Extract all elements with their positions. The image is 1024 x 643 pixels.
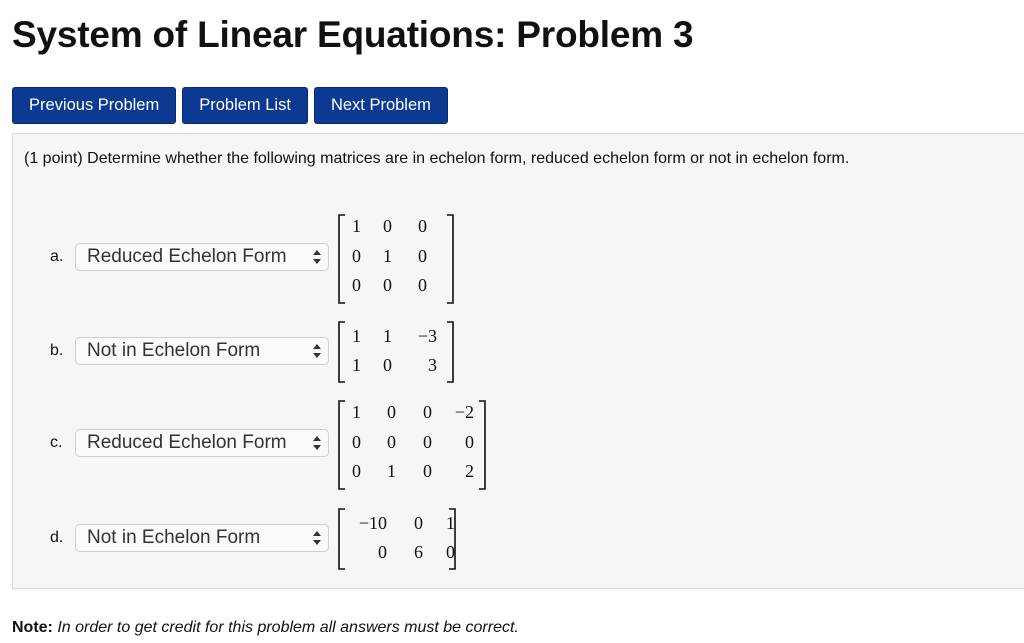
left-bracket bbox=[339, 509, 345, 569]
matrix-c bbox=[335, 400, 495, 490]
select-value: Reduced Echelon Form bbox=[87, 432, 287, 453]
matrix-entry: 1 bbox=[387, 461, 396, 481]
matrix-entry: 1 bbox=[383, 326, 392, 346]
credit-note bbox=[12, 619, 519, 637]
matrix-a bbox=[335, 214, 465, 304]
matrix-entry: 0 bbox=[418, 216, 427, 236]
matrix-entry: 1 bbox=[352, 216, 361, 236]
right-bracket bbox=[447, 322, 453, 382]
problem-nav bbox=[12, 87, 448, 124]
next-problem-button[interactable]: Next Problem bbox=[314, 87, 448, 124]
matrix-entry: −2 bbox=[454, 402, 474, 422]
matrix-entry: 0 bbox=[418, 275, 427, 295]
matrix-entry: 1 bbox=[352, 402, 361, 422]
matrix-entry: 0 bbox=[383, 216, 392, 236]
matrix-d bbox=[335, 508, 475, 570]
select-arrows-icon bbox=[312, 342, 322, 360]
part-c bbox=[13, 400, 613, 490]
matrix-entry: 0 bbox=[387, 402, 396, 422]
matrix-entry: 0 bbox=[352, 275, 361, 295]
left-bracket bbox=[339, 215, 345, 303]
right-bracket bbox=[479, 401, 485, 489]
problem-list-button[interactable]: Problem List bbox=[182, 87, 308, 124]
answer-select-b[interactable] bbox=[75, 337, 329, 365]
matrix-entry: 3 bbox=[428, 355, 437, 375]
matrix-entry: 0 bbox=[423, 432, 432, 452]
matrix-entry: 0 bbox=[352, 432, 361, 452]
select-value: Not in Echelon Form bbox=[87, 527, 261, 548]
matrix-entry: 0 bbox=[352, 246, 361, 266]
select-arrows-icon bbox=[312, 434, 322, 452]
matrix-entry: 0 bbox=[383, 355, 392, 375]
select-value: Not in Echelon Form bbox=[87, 340, 261, 361]
select-arrows-icon bbox=[312, 248, 322, 266]
matrix-entry: 0 bbox=[387, 432, 396, 452]
matrix-entry: 0 bbox=[465, 432, 474, 452]
right-bracket bbox=[447, 215, 453, 303]
matrix-entry: 1 bbox=[383, 246, 392, 266]
part-letter: b. bbox=[50, 342, 64, 359]
part-letter: d. bbox=[50, 529, 64, 546]
part-b bbox=[13, 321, 613, 391]
note-label: Note: bbox=[12, 619, 53, 636]
matrix-entry: 6 bbox=[414, 542, 423, 562]
part-letter: a. bbox=[50, 248, 64, 265]
problem-box bbox=[12, 133, 1024, 589]
matrix-entry: −10 bbox=[358, 513, 387, 533]
left-bracket bbox=[339, 322, 345, 382]
matrix-entry: 2 bbox=[465, 461, 474, 481]
part-d bbox=[13, 508, 613, 578]
matrix-entry: 0 bbox=[383, 275, 392, 295]
matrix-entry: 0 bbox=[352, 461, 361, 481]
matrix-entry: 0 bbox=[423, 402, 432, 422]
matrix-entry: 0 bbox=[418, 246, 427, 266]
previous-problem-button[interactable]: Previous Problem bbox=[12, 87, 176, 124]
answer-select-a[interactable] bbox=[75, 243, 329, 271]
matrix-entry: 1 bbox=[446, 513, 455, 533]
page-title: System of Linear Equations: Problem 3 bbox=[12, 14, 694, 55]
matrix-entry: 0 bbox=[423, 461, 432, 481]
select-value: Reduced Echelon Form bbox=[87, 246, 287, 267]
matrix-entry: 0 bbox=[378, 542, 387, 562]
answer-select-c[interactable] bbox=[75, 429, 329, 457]
matrix-entry: 0 bbox=[446, 542, 455, 562]
select-arrows-icon bbox=[312, 529, 322, 547]
left-bracket bbox=[339, 401, 345, 489]
part-letter: c. bbox=[50, 434, 63, 451]
answer-select-d[interactable] bbox=[75, 524, 329, 552]
matrix-entry: 1 bbox=[352, 355, 361, 375]
matrix-entry: 0 bbox=[414, 513, 423, 533]
problem-statement: (1 point) Determine whether the following matrices are in echelon form, reduced echelon form or not in echelon form. bbox=[24, 150, 850, 167]
matrix-entry: −3 bbox=[417, 326, 437, 346]
part-a bbox=[13, 214, 613, 304]
matrix-b bbox=[335, 321, 465, 383]
note-text: In order to get credit for this problem all answers must be correct. bbox=[57, 619, 519, 636]
matrix-entry: 1 bbox=[352, 326, 361, 346]
